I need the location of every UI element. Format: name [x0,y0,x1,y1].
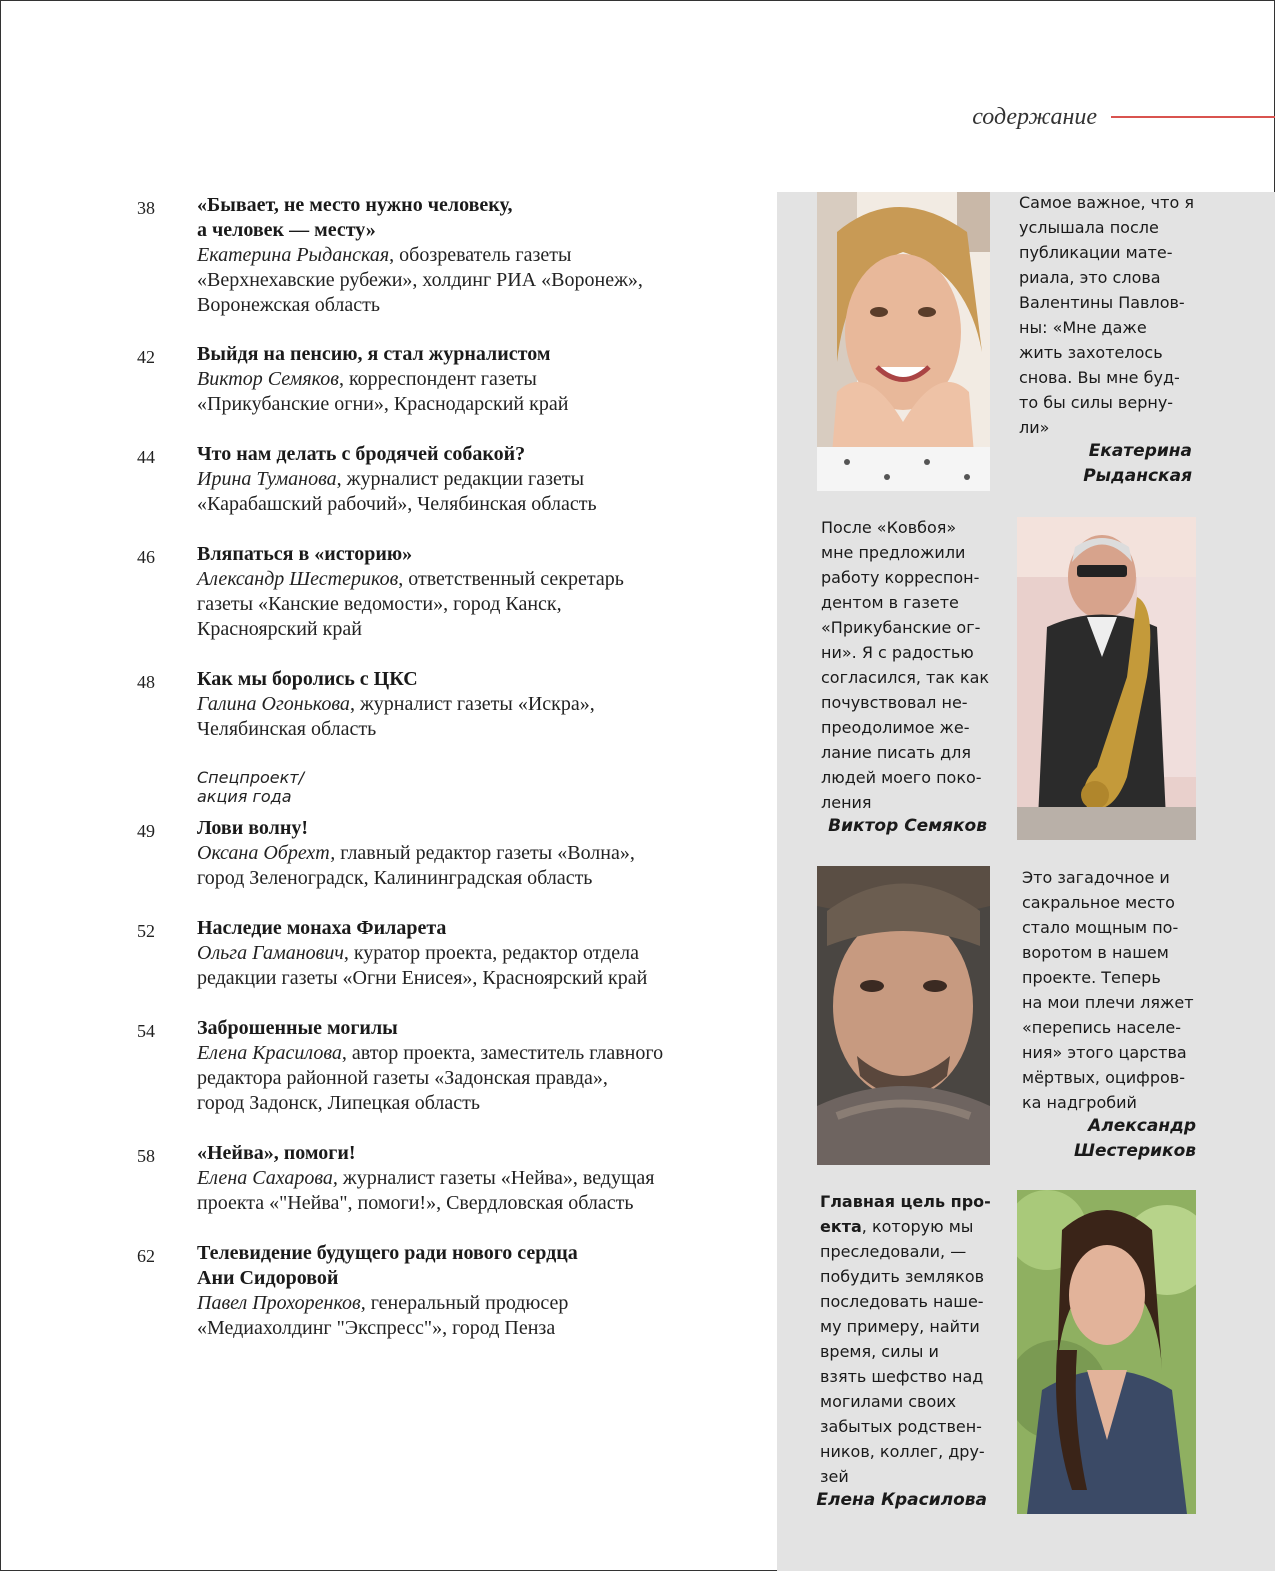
quote-lead: Главная цель про- екта [820,1192,991,1236]
toc-details: , журналист редакции газеты «Карабашский рабочий», Челябинская область [197,468,597,515]
toc-page-number: 54 [137,1021,155,1041]
toc-title: Телевидение будущего ради нового сердца Ани Сидоровой [197,1242,578,1289]
toc-page-number: 62 [137,1246,155,1266]
toc-details: журналист газеты «Нейва», ведущая проекта «"Нейва", помоги!», Свердловская область [197,1167,655,1214]
toc-author: Елена Красилова [197,1042,342,1064]
toc-page-number: 52 [137,921,155,941]
toc-title: Выйдя на пенсию, я стал журналистом [197,343,551,365]
quote-body: , которую мы преследовали, — побудить земляков последовать наше- му примеру, найти время, силы и взять шефство над могилами своих забытых родствен- ников, коллег, дру- зей [820,1217,985,1486]
quote-text: После «Ковбоя» мне предложили работу корреспон- дентом в газете «Прикубанские ог- ни». Я с радостью согласился, так как почувствовал не- преодолимое же- лание писать для людей моего поко- ления [821,518,990,812]
author-photo-rydanskaya [817,192,990,491]
toc-page-number: 44 [137,447,155,467]
toc-description [197,243,757,318]
toc-page-number: 38 [137,198,155,218]
toc-page-number: 58 [137,1146,155,1166]
quote-text [820,1189,1050,1489]
section-title: содержание [972,104,1097,130]
toc-author: Галина Огонькова [197,693,350,715]
toc-details: , куратор проекта, редактор отдела редакции газеты «Огни Енисея», Красноярский край [197,942,648,989]
toc-description [197,841,757,891]
quote-author: Виктор Семяков [828,816,987,836]
toc-author: Ольга Гаманович [197,942,344,964]
toc-description [197,1291,757,1341]
quote-author: Елена Красилова [816,1490,987,1510]
toc-title: Наследие монаха Филарета [197,917,447,939]
toc-page-number: 42 [137,347,155,367]
toc-details: генеральный продюсер «Медиахолдинг "Экспресс"», город Пенза [197,1292,569,1339]
quote-text: Самое важное, что я услышала после публикации мате- риала, это слова Валентины Павлов- ны: «Мне даже жить захотелось снова. Вы мне буд- то бы силы верну- ли» [1019,193,1194,437]
toc-description [197,567,757,642]
toc-title: Заброшенные могилы [197,1017,398,1039]
quote-text: Это загадочное и сакральное место стало мощным по- воротом в нашем проекте. Теперь на мои плечи ляжет «перепись населе- ния» этого царства мёртвых, оцифров- ка надгробий [1022,868,1194,1112]
toc-author: Оксана Обрехт, [197,842,336,864]
toc-details: , автор проекта, заместитель главного редактора районной газеты «Задонская правда», город Задонск, Липецкая область [197,1042,664,1114]
toc-author: Виктор Семяков [197,368,339,390]
quotes-sidebar [777,192,1275,1571]
toc-author: Ирина Туманова [197,468,337,490]
toc-description [197,467,757,517]
toc-details: главный редактор газеты «Волна», город Зеленоградск, Калининградская область [197,842,635,889]
toc-author: Александр Шестериков [197,568,399,590]
toc-title: Лови волну! [197,817,309,839]
toc-author: Павел Прохоренков, [197,1292,366,1314]
toc-page-number: 48 [137,672,155,692]
toc-description [197,941,757,991]
toc-description [197,692,757,742]
toc-page-number: 46 [137,547,155,567]
toc-details: , обозреватель газеты «Верхнехавские рубежи», холдинг РИА «Воронеж», Воронежская область [197,244,643,316]
toc-author: Елена Сахарова, [197,1167,338,1189]
toc-details: , ответственный секретарь газеты «Канские ведомости», город Канск, Красноярский край [197,568,624,640]
author-photo-semyakov [1017,517,1196,840]
special-project-label: Спецпроект/акция года [197,768,304,806]
toc-details: , корреспондент газеты «Прикубанские огни», Краснодарский край [197,368,569,415]
toc-description [197,367,757,417]
author-photo-shesterikov [817,866,990,1165]
toc-author: Екатерина Рыданская [197,244,390,266]
toc-title: «Бывает, не место нужно человеку, а человек — месту» [197,194,513,241]
toc-title: Как мы боролись с ЦКС [197,668,418,690]
toc-title: «Нейва», помоги! [197,1142,356,1164]
section-rule [1111,116,1275,118]
toc-page-number: 49 [137,821,155,841]
toc-details: , журналист газеты «Искра», Челябинская область [197,693,595,740]
quote-author: Екатерина Рыданская [1083,441,1192,486]
toc-title: Что нам делать с бродячей собакой? [197,443,526,465]
toc-description [197,1041,757,1116]
toc-description [197,1166,757,1216]
author-photo-krasilova [1017,1190,1196,1514]
toc-title: Вляпаться в «историю» [197,543,413,565]
quote-author: Александр Шестериков [1073,1116,1196,1161]
